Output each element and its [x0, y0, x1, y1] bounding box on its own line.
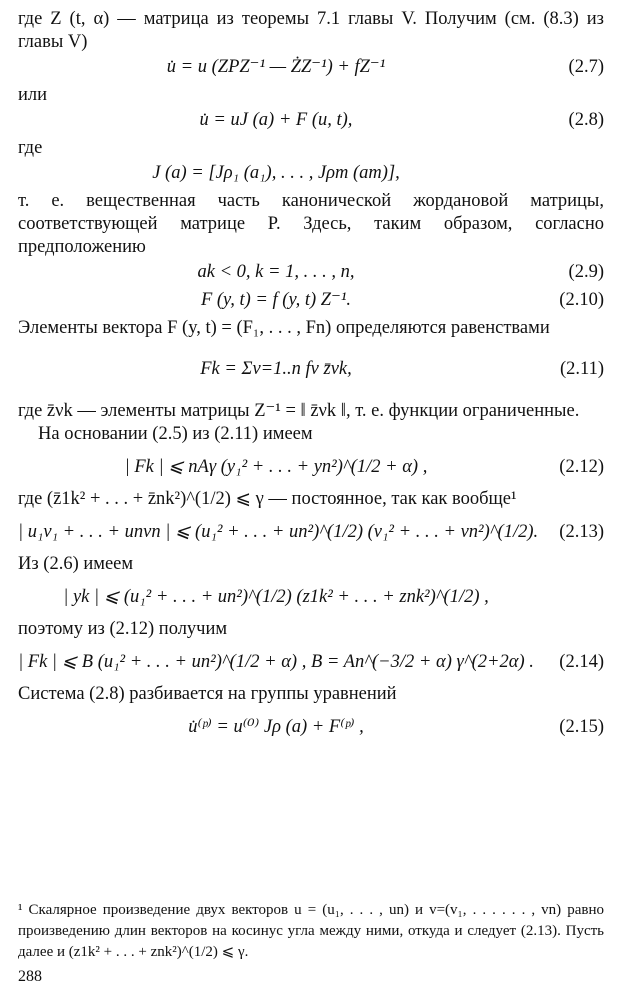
equation-2-15	[18, 708, 604, 746]
equation-2-13-number: (2.13)	[559, 522, 604, 542]
paragraph-gamma-constant: где (z̄1k² + . . . + z̄nk²)^(1/2) ⩽ γ — постоянное, так как вообще¹	[18, 489, 517, 509]
paragraph-from-2-6: Из (2.6) имеем	[18, 554, 134, 574]
equation-2-11-formula: Fk = Σν=1..n fν z̄νk,	[200, 359, 352, 379]
equation-y-bound-formula: | yk | ⩽ (u₁² + . . . + un²)^(1/2) (z1k² + . . . + znk²)^(1/2) ,	[63, 587, 489, 607]
page-body	[18, 8, 604, 748]
equation-2-10-number: (2.10)	[559, 290, 604, 310]
equation-2-12	[18, 448, 604, 486]
equation-2-14	[18, 643, 604, 681]
paragraph-matrix-elements: где z̄νk — элементы матрицы Z⁻¹ = ‖ z̄νk ‖, т. е. функции ограниченные.	[18, 401, 580, 421]
page-number: 288	[18, 968, 42, 985]
paragraph-therefore: поэтому из (2.12) получим	[18, 619, 228, 639]
equation-2-14-formula: | Fk | ⩽ B (u₁² + . . . + un²)^(1/2 + α) , B = An^(−3/2 + α) γ^(2+2α) .	[18, 652, 534, 672]
equation-y-bound	[18, 578, 604, 616]
equation-2-13	[18, 513, 604, 551]
equation-2-7-formula: u̇ = u (ZPZ⁻¹ — ŻZ⁻¹) + fZ⁻¹	[166, 57, 386, 77]
equation-2-8-number: (2.8)	[568, 110, 604, 130]
equation-2-9-formula: ak < 0, k = 1, . . . , n,	[197, 262, 355, 282]
equation-2-11	[18, 342, 604, 398]
equation-2-11-number: (2.11)	[559, 359, 604, 379]
equation-2-9-number: (2.9)	[568, 262, 604, 282]
equation-2-13-formula: | u₁v₁ + . . . + unvn | ⩽ (u₁² + . . . + un²)^(1/2) (v₁² + . . . + vn²)^(1/2).	[18, 522, 539, 542]
equation-2-10-formula: F (y, t) = f (y, t) Z⁻¹.	[200, 290, 352, 310]
equation-2-9	[18, 261, 604, 287]
equation-2-7-number: (2.7)	[568, 57, 604, 77]
equation-2-15-formula: u̇⁽ᵖ⁾ = u⁽⁰⁾ Jρ (a) + F⁽ᵖ⁾ ,	[188, 717, 364, 737]
footnote-text: ¹ Скалярное произведение двух векторов u = (u₁, . . . , un) и v=(v₁, . . . . . . , vn) равно произведению длин векторов на косинус угла между ними, откуда и следует (2.13). Пусть далее и (z1k² + . . . + znk²)^(1/2) ⩽ γ.	[18, 902, 604, 960]
equation-j-formula: J (a) = [Jρ₁ (a₁), . . . , Jρm (am)],	[152, 163, 400, 183]
equation-2-7	[18, 56, 604, 82]
equation-2-12-formula: | Fk | ⩽ nAγ (y₁² + . . . + yn²)^(1/2 + α) ,	[124, 457, 428, 477]
paragraph-vector-elements: Элементы вектора F (y, t) = (F₁, . . . , Fn) определяются равенствами	[18, 318, 550, 338]
paragraph-intro: где Z (t, α) — матрица из теоремы 7.1 главы V. Получим (см. (8.3) из главы V)	[18, 9, 604, 52]
equation-2-12-number: (2.12)	[559, 457, 604, 477]
equation-2-14-number: (2.14)	[559, 652, 604, 672]
paragraph-on-basis: На основании (2.5) из (2.11) имеем	[38, 424, 313, 444]
paragraph-system: Система (2.8) разбивается на группы уравнений	[18, 684, 397, 704]
equation-2-8	[18, 109, 604, 135]
footnote	[18, 900, 604, 963]
equation-j	[18, 162, 604, 188]
equation-2-15-number: (2.15)	[559, 717, 604, 737]
equation-2-8-formula: u̇ = uJ (a) + F (u, t),	[199, 110, 353, 130]
word-ili: или	[18, 85, 48, 105]
word-gde: где	[18, 138, 43, 158]
paragraph-jordan: т. е. вещественная часть канонической жордановой матрицы, соответствующей матрице P. Здесь, таким образом, согласно предположению	[18, 191, 604, 257]
equation-2-10	[18, 289, 604, 315]
